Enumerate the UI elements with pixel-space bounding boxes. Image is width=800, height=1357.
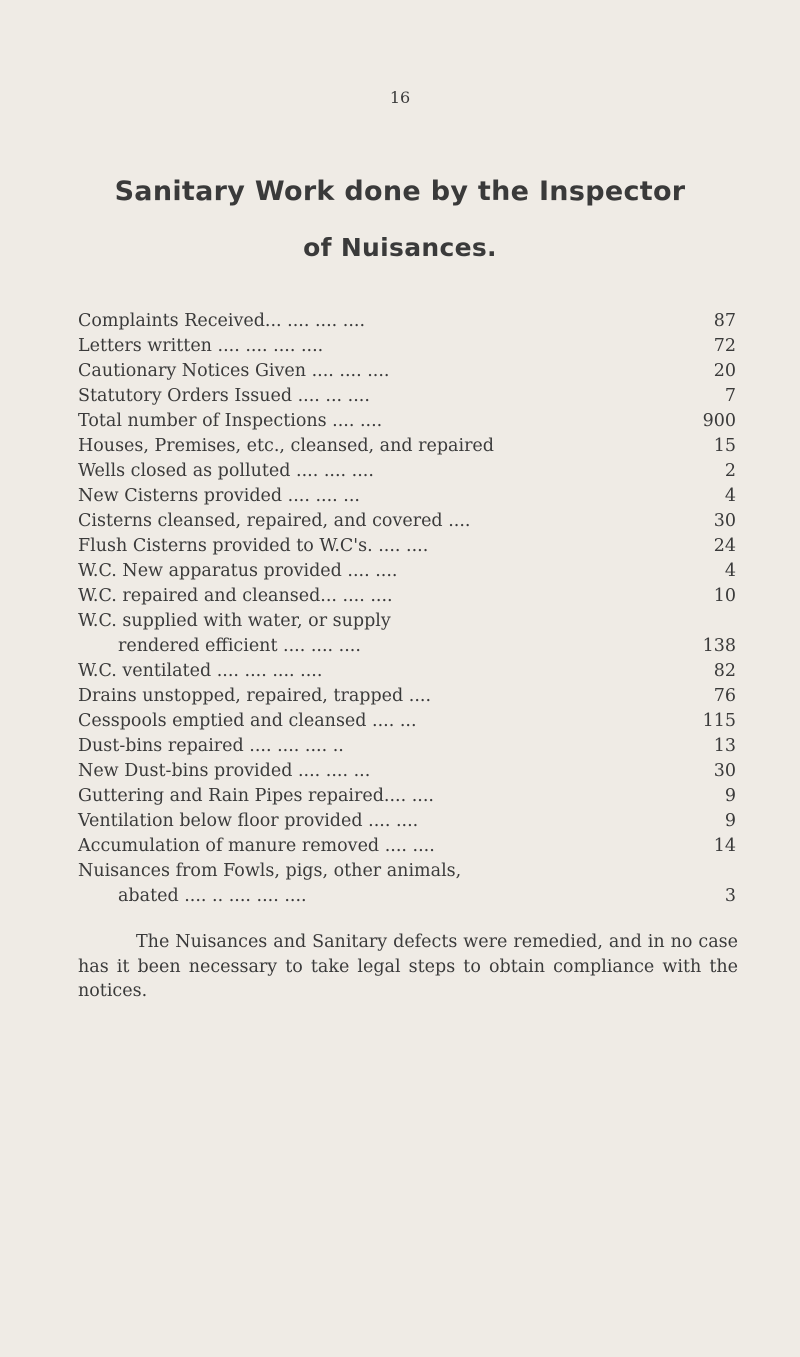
item-label-line-2: rendered efficient .... .... ....: [118, 636, 361, 656]
item-value: 14: [713, 836, 736, 856]
list-item: [78, 459, 738, 484]
item-label-line-2: abated .... .. .... .... ....: [118, 886, 307, 906]
item-value: 13: [713, 736, 736, 756]
item-label: W.C. New apparatus provided .... ....: [78, 561, 398, 581]
item-label: W.C. repaired and cleansed... .... ....: [78, 586, 393, 606]
list-item: [78, 734, 738, 759]
item-value: 900: [702, 411, 736, 431]
item-label: Houses, Premises, etc., cleansed, and repaired: [78, 436, 494, 456]
item-label: Guttering and Rain Pipes repaired.... ....: [78, 786, 434, 806]
item-label: Complaints Received... .... .... ....: [78, 311, 366, 331]
item-value: 20: [713, 361, 736, 381]
item-label: Cesspools emptied and cleansed .... ...: [78, 711, 417, 731]
item-value: 2: [724, 461, 736, 481]
item-label: New Cisterns provided .... .... ...: [78, 486, 360, 506]
list-item: [78, 434, 738, 459]
item-value: 30: [713, 761, 736, 781]
item-label: Dust-bins repaired .... .... .... ..: [78, 736, 344, 756]
list-item: [78, 784, 738, 809]
item-value: 15: [713, 436, 736, 456]
list-item: [78, 609, 738, 659]
item-label: Cisterns cleansed, repaired, and covered ....: [78, 511, 471, 531]
list-item: [78, 409, 738, 434]
item-value: 115: [702, 711, 736, 731]
item-value: 87: [713, 311, 736, 331]
item-label: [78, 859, 658, 909]
list-item: [78, 759, 738, 784]
list-item: [78, 859, 738, 909]
item-value: 30: [713, 511, 736, 531]
item-value: 138: [702, 636, 736, 656]
item-label: Letters written .... .... .... ....: [78, 336, 324, 356]
item-value: 72: [713, 336, 736, 356]
list-item: [78, 359, 738, 384]
page-title-line-2: of Nuisances.: [303, 233, 497, 262]
list-item: [78, 584, 738, 609]
item-label-line-1: W.C. supplied with water, or supply: [78, 611, 391, 631]
item-value: 7: [724, 386, 736, 406]
item-label: Ventilation below floor provided .... ....: [78, 811, 419, 831]
list-item: [78, 659, 738, 684]
item-label: [78, 609, 658, 659]
item-label: Accumulation of manure removed .... ....: [78, 836, 435, 856]
item-value: 4: [724, 561, 736, 581]
list-item: [78, 309, 738, 334]
work-list: [78, 309, 738, 909]
item-label: Drains unstopped, repaired, trapped ....: [78, 686, 432, 706]
item-label: Cautionary Notices Given .... .... ....: [78, 361, 390, 381]
item-value: 9: [724, 811, 736, 831]
list-item: [78, 484, 738, 509]
item-value: 3: [724, 886, 736, 906]
list-item: [78, 709, 738, 734]
item-label-line-1: Nuisances from Fowls, pigs, other animals,: [78, 861, 462, 881]
item-label: New Dust-bins provided .... .... ...: [78, 761, 371, 781]
page-number: 16: [389, 88, 411, 107]
item-label: Wells closed as polluted .... .... ....: [78, 461, 374, 481]
list-item: [78, 834, 738, 859]
closing-paragraph: The Nuisances and Sanitary defects were remedied, and in no case has it been necessary to take legal steps to obtain compliance with the notices.: [78, 932, 738, 1001]
list-item: [78, 809, 738, 834]
list-item: [78, 509, 738, 534]
item-value: 24: [713, 536, 736, 556]
item-value: 10: [713, 586, 736, 606]
page-title-line-1: Sanitary Work done by the Inspector: [114, 176, 686, 207]
item-label: Statutory Orders Issued .... ... ....: [78, 386, 370, 406]
list-item: [78, 334, 738, 359]
item-label: Total number of Inspections .... ....: [78, 411, 383, 431]
item-value: 82: [713, 661, 736, 681]
list-item: [78, 559, 738, 584]
list-item: [78, 384, 738, 409]
item-label: W.C. ventilated .... .... .... ....: [78, 661, 323, 681]
item-value: 76: [713, 686, 736, 706]
item-label: Flush Cisterns provided to W.C's. .... ....: [78, 536, 429, 556]
item-value: 4: [724, 486, 736, 506]
list-item: [78, 684, 738, 709]
item-value: 9: [724, 786, 736, 806]
list-item: [78, 534, 738, 559]
